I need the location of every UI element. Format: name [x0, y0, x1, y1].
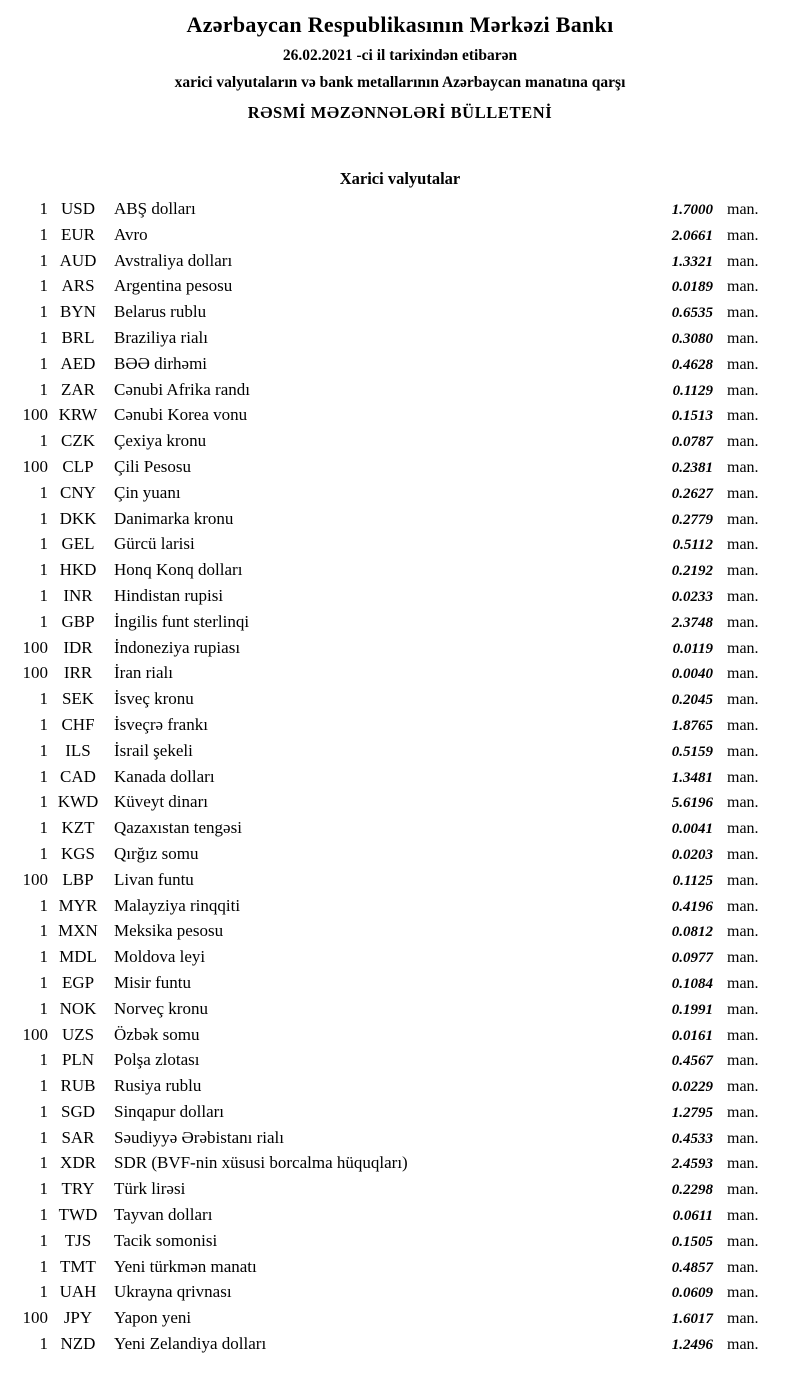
row-currency-code: BRL	[61, 327, 95, 347]
row-currency-code: LBP	[62, 869, 94, 889]
row-quantity: 1	[39, 1127, 48, 1147]
row-quantity: 1	[39, 508, 48, 528]
row-quantity: 1	[39, 972, 48, 992]
row-unit-label: man.	[727, 949, 759, 967]
row-rate: 0.0161	[671, 1027, 713, 1044]
row-currency-name: Çexiya kronu	[114, 431, 207, 451]
row-rate: 2.0661	[671, 227, 713, 244]
row-unit-label: man.	[727, 639, 759, 657]
row-rate: 0.0233	[671, 588, 713, 605]
row-currency-code: CAD	[60, 766, 96, 786]
currency-row	[0, 222, 800, 248]
row-currency-name: Honq Konq dolları	[114, 560, 243, 580]
row-unit-label: man.	[727, 1078, 759, 1096]
row-rate: 0.3080	[671, 330, 713, 347]
currency-row	[0, 480, 800, 506]
row-quantity: 1	[39, 1334, 48, 1354]
row-currency-code: EGP	[61, 972, 95, 992]
row-currency-code: GEL	[61, 534, 95, 554]
row-unit-label: man.	[727, 1284, 759, 1302]
row-currency-code: ARS	[61, 276, 95, 296]
row-currency-name: İndoneziya rupiası	[114, 637, 241, 657]
row-unit-label: man.	[727, 1103, 759, 1121]
currency-row	[0, 402, 800, 428]
row-unit-label: man.	[727, 510, 759, 528]
row-currency-code: KRW	[58, 405, 98, 425]
row-rate: 0.1505	[671, 1233, 713, 1250]
row-rate: 0.0977	[671, 950, 713, 967]
row-rate: 1.2496	[671, 1337, 713, 1354]
row-unit-label: man.	[727, 562, 759, 580]
row-currency-code: TMT	[60, 1256, 96, 1276]
row-currency-name: Çili Pesosu	[114, 456, 191, 476]
currency-row	[0, 1228, 800, 1254]
row-unit-label: man.	[727, 794, 759, 812]
row-quantity: 1	[39, 482, 48, 502]
row-currency-code: MYR	[58, 895, 98, 915]
row-currency-code: CNY	[60, 482, 96, 502]
currency-row	[0, 557, 800, 583]
currency-row	[0, 583, 800, 609]
row-unit-label: man.	[727, 587, 759, 605]
row-currency-name: Özbək somu	[114, 1024, 200, 1044]
currency-row	[0, 918, 800, 944]
currency-row	[0, 789, 800, 815]
row-quantity: 1	[39, 1256, 48, 1276]
bulletin-title: RƏSMİ MƏZƏNNƏLƏRİ BÜLLETENİ	[247, 103, 553, 122]
row-quantity: 1	[39, 560, 48, 580]
row-currency-name: Hindistan rupisi	[114, 585, 224, 605]
row-currency-name: Argentina pesosu	[114, 276, 233, 296]
row-currency-code: JPY	[63, 1308, 93, 1328]
row-quantity: 1	[39, 1205, 48, 1225]
row-currency-code: CZK	[61, 431, 95, 451]
row-quantity: 1	[39, 611, 48, 631]
row-quantity: 100	[22, 1024, 48, 1044]
row-rate: 0.2779	[671, 511, 713, 528]
row-unit-label: man.	[727, 897, 759, 915]
row-currency-code: AED	[60, 353, 96, 373]
row-currency-code: CHF	[61, 714, 95, 734]
row-currency-name: ABŞ dolları	[114, 199, 196, 218]
currency-row	[0, 299, 800, 325]
row-unit-label: man.	[727, 691, 759, 709]
row-rate: 1.7000	[671, 202, 713, 218]
row-currency-name: Gürcü larisi	[114, 534, 195, 554]
currency-row	[0, 273, 800, 299]
row-quantity: 100	[22, 405, 48, 425]
row-unit-label: man.	[727, 1181, 759, 1199]
row-currency-code: MDL	[59, 947, 97, 967]
row-currency-name: Belarus rublu	[114, 302, 207, 322]
row-currency-name: Kanada dolları	[114, 766, 215, 786]
currency-row	[0, 635, 800, 661]
row-quantity: 1	[39, 740, 48, 760]
currency-row	[0, 1073, 800, 1099]
row-currency-code: KZT	[61, 818, 95, 838]
row-unit-label: man.	[727, 381, 759, 399]
row-currency-name: İsrail şekeli	[114, 740, 193, 760]
row-rate: 0.4533	[671, 1130, 713, 1147]
row-currency-code: INR	[63, 585, 93, 605]
currency-row	[0, 764, 800, 790]
currency-row	[0, 1022, 800, 1048]
row-currency-code: AUD	[59, 250, 97, 270]
row-quantity: 1	[39, 714, 48, 734]
row-currency-name: Polşa zlotası	[114, 1050, 200, 1070]
row-unit-label: man.	[727, 1258, 759, 1276]
currency-row	[0, 1254, 800, 1280]
row-currency-code: XDR	[60, 1153, 96, 1173]
row-currency-name: Misir funtu	[114, 972, 191, 992]
row-unit-label: man.	[727, 716, 759, 734]
row-rate: 0.0229	[671, 1079, 713, 1096]
row-rate: 0.0812	[671, 924, 713, 941]
row-currency-code: KGS	[60, 843, 95, 863]
row-unit-label: man.	[727, 742, 759, 760]
row-quantity: 100	[22, 637, 48, 657]
row-rate: 0.4196	[671, 898, 713, 915]
row-currency-code: SGD	[60, 1101, 95, 1121]
row-rate: 0.4567	[671, 1053, 713, 1070]
row-rate: 0.1125	[672, 872, 713, 889]
row-unit-label: man.	[727, 458, 759, 476]
row-unit-label: man.	[727, 665, 759, 683]
row-rate: 0.0203	[671, 846, 713, 863]
row-currency-name: Tayvan dolları	[114, 1205, 213, 1225]
row-quantity: 1	[39, 224, 48, 244]
row-rate: 0.1513	[671, 408, 713, 425]
row-quantity: 1	[39, 895, 48, 915]
currency-row	[0, 712, 800, 738]
currency-row	[0, 531, 800, 557]
row-quantity: 1	[39, 1153, 48, 1173]
row-currency-name: BƏƏ dirhəmi	[114, 353, 208, 373]
row-currency-name: Braziliya rialı	[114, 327, 208, 347]
row-rate: 0.5159	[671, 743, 713, 760]
row-currency-code: DKK	[59, 508, 97, 528]
row-quantity: 1	[39, 585, 48, 605]
row-rate: 1.3321	[671, 253, 713, 270]
row-quantity: 1	[39, 792, 48, 812]
row-rate: 0.5112	[672, 537, 713, 554]
row-currency-name: Yeni türkmən manatı	[114, 1256, 257, 1276]
row-quantity: 1	[39, 276, 48, 296]
row-unit-label: man.	[727, 974, 759, 992]
row-currency-code: EUR	[61, 224, 95, 244]
row-rate: 0.0040	[671, 666, 713, 683]
currency-row	[0, 660, 800, 686]
row-quantity: 1	[39, 1101, 48, 1121]
row-rate: 0.0189	[671, 279, 713, 296]
currency-row	[0, 1279, 800, 1305]
row-unit-label: man.	[727, 1336, 759, 1354]
row-unit-label: man.	[727, 923, 759, 941]
row-currency-code: PLN	[61, 1050, 95, 1070]
currency-row	[0, 1047, 800, 1073]
row-quantity: 1	[39, 689, 48, 709]
currency-row	[0, 351, 800, 377]
row-unit-label: man.	[727, 252, 759, 270]
row-currency-name: Meksika pesosu	[114, 921, 224, 941]
row-currency-name: Rusiya rublu	[114, 1076, 202, 1096]
row-unit-label: man.	[727, 329, 759, 347]
row-currency-code: SEK	[61, 689, 95, 709]
row-unit-label: man.	[727, 407, 759, 425]
row-quantity: 1	[39, 199, 48, 218]
row-quantity: 1	[39, 843, 48, 863]
row-quantity: 1	[39, 534, 48, 554]
row-currency-name: Cənubi Afrika randı	[114, 379, 250, 399]
row-quantity: 1	[39, 1076, 48, 1096]
currency-row	[0, 377, 800, 403]
row-unit-label: man.	[727, 226, 759, 244]
row-unit-label: man.	[727, 1052, 759, 1070]
currency-row	[0, 325, 800, 351]
row-quantity: 100	[22, 456, 48, 476]
row-quantity: 1	[39, 947, 48, 967]
section-title: Xarici valyutalar	[339, 169, 461, 188]
row-rate: 0.0787	[671, 434, 713, 451]
row-quantity: 1	[39, 250, 48, 270]
row-currency-name: İsveç kronu	[114, 689, 194, 709]
row-currency-name: Livan funtu	[114, 869, 194, 889]
row-quantity: 1	[39, 1050, 48, 1070]
row-quantity: 1	[39, 379, 48, 399]
row-unit-label: man.	[727, 820, 759, 838]
row-unit-label: man.	[727, 201, 759, 218]
currency-row	[0, 196, 800, 222]
row-rate: 0.6535	[671, 305, 713, 322]
row-currency-code: TJS	[64, 1230, 92, 1250]
row-rate: 0.0609	[671, 1285, 713, 1302]
row-currency-name: Çin yuanı	[114, 482, 181, 502]
currency-row	[0, 248, 800, 274]
currency-row	[0, 1305, 800, 1331]
row-quantity: 1	[39, 1230, 48, 1250]
row-unit-label: man.	[727, 1310, 759, 1328]
row-currency-name: İngilis funt sterlinqi	[114, 611, 250, 631]
row-currency-code: IRR	[63, 663, 93, 683]
row-currency-code: MXN	[58, 921, 98, 941]
row-unit-label: man.	[727, 1026, 759, 1044]
row-currency-name: Ukrayna qrivnası	[114, 1282, 232, 1302]
row-rate: 0.2298	[671, 1182, 713, 1199]
row-rate: 0.1129	[672, 382, 713, 399]
currency-row	[0, 738, 800, 764]
row-unit-label: man.	[727, 304, 759, 322]
row-currency-name: SDR (BVF-nin xüsusi borcalma hüquqları)	[114, 1153, 408, 1173]
currency-row	[0, 841, 800, 867]
row-unit-label: man.	[727, 278, 759, 296]
currency-row	[0, 428, 800, 454]
row-rate: 0.0041	[671, 821, 713, 838]
row-rate: 0.4628	[671, 356, 713, 373]
row-quantity: 1	[39, 818, 48, 838]
row-rate: 1.2795	[671, 1104, 713, 1121]
bulletin-header	[0, 12, 800, 123]
row-quantity: 1	[39, 327, 48, 347]
bank-title: Azərbaycan Respublikasının Mərkəzi Bankı	[186, 12, 614, 37]
currency-table	[0, 196, 800, 1357]
row-currency-name: Moldova leyi	[114, 947, 206, 967]
row-quantity: 1	[39, 302, 48, 322]
row-quantity: 1	[39, 998, 48, 1018]
description-line: xarici valyutaların və bank metallarının Azərbaycan manatına qarşı	[174, 74, 626, 91]
currency-row	[0, 609, 800, 635]
row-unit-label: man.	[727, 1232, 759, 1250]
row-currency-name: Avstraliya dolları	[114, 250, 233, 270]
currency-row	[0, 454, 800, 480]
row-currency-name: İsveçrə frankı	[114, 714, 208, 734]
row-currency-name: Yapon yeni	[114, 1308, 192, 1328]
row-rate: 0.4857	[671, 1259, 713, 1276]
currency-row	[0, 1331, 800, 1357]
row-rate: 5.6196	[671, 795, 713, 812]
row-quantity: 1	[39, 766, 48, 786]
row-currency-code: ILS	[65, 740, 91, 760]
row-currency-name: Avro	[114, 224, 148, 244]
row-currency-code: TRY	[61, 1179, 95, 1199]
row-currency-name: Sinqapur dolları	[114, 1101, 225, 1121]
row-quantity: 100	[22, 1308, 48, 1328]
currency-row	[0, 867, 800, 893]
currency-row	[0, 1202, 800, 1228]
row-currency-code: ZAR	[61, 379, 95, 399]
row-currency-code: NOK	[59, 998, 97, 1018]
row-currency-code: BYN	[60, 302, 96, 322]
row-currency-code: CLP	[62, 456, 94, 476]
row-currency-code: SAR	[61, 1127, 95, 1147]
currency-row	[0, 506, 800, 532]
row-currency-name: Qırğız somu	[114, 843, 199, 863]
row-currency-name: Yeni Zelandiya dolları	[114, 1334, 267, 1354]
row-quantity: 100	[22, 869, 48, 889]
row-currency-code: TWD	[58, 1205, 98, 1225]
row-currency-name: Cənubi Korea vonu	[114, 405, 248, 425]
row-currency-code: NZD	[60, 1334, 96, 1354]
row-currency-name: Küveyt dinarı	[114, 792, 208, 812]
row-currency-code: IDR	[63, 637, 93, 657]
currency-row	[0, 1176, 800, 1202]
row-unit-label: man.	[727, 1129, 759, 1147]
row-currency-code: KWD	[57, 792, 99, 812]
row-rate: 0.2627	[671, 485, 713, 502]
currency-row	[0, 893, 800, 919]
row-currency-code: RUB	[60, 1076, 96, 1096]
row-rate: 0.2192	[671, 563, 713, 580]
row-unit-label: man.	[727, 768, 759, 786]
row-currency-name: Tacik somonisi	[114, 1230, 218, 1250]
row-unit-label: man.	[727, 1000, 759, 1018]
row-rate: 1.3481	[671, 769, 713, 786]
row-currency-name: Səudiyyə Ərəbistanı rialı	[114, 1127, 284, 1147]
row-currency-name: Qazaxıstan tengəsi	[114, 818, 242, 838]
row-currency-code: GBP	[61, 611, 95, 631]
row-unit-label: man.	[727, 1155, 759, 1173]
row-quantity: 1	[39, 921, 48, 941]
row-quantity: 1	[39, 431, 48, 451]
row-currency-name: Danimarka kronu	[114, 508, 234, 528]
row-unit-label: man.	[727, 613, 759, 631]
row-rate: 0.1084	[671, 975, 713, 992]
currency-row	[0, 686, 800, 712]
row-unit-label: man.	[727, 433, 759, 451]
effective-date-line: 26.02.2021 -ci il tarixindən etibarən	[282, 47, 518, 64]
row-currency-code: UZS	[61, 1024, 95, 1044]
row-unit-label: man.	[727, 845, 759, 863]
row-currency-name: İran rialı	[114, 663, 173, 683]
row-rate: 0.1991	[671, 1001, 713, 1018]
row-rate: 1.8765	[671, 717, 713, 734]
currency-row	[0, 970, 800, 996]
row-rate: 0.0119	[672, 640, 713, 657]
row-unit-label: man.	[727, 484, 759, 502]
row-quantity: 1	[39, 1282, 48, 1302]
row-rate: 2.4593	[671, 1156, 713, 1173]
row-rate: 2.3748	[671, 614, 713, 631]
row-rate: 0.2045	[671, 692, 713, 709]
row-unit-label: man.	[727, 536, 759, 554]
row-rate: 0.2381	[671, 459, 713, 476]
row-currency-code: UAH	[59, 1282, 97, 1302]
row-unit-label: man.	[727, 871, 759, 889]
row-rate: 1.6017	[671, 1311, 713, 1328]
currency-row	[0, 944, 800, 970]
row-currency-name: Türk lirəsi	[114, 1179, 186, 1199]
row-quantity: 1	[39, 353, 48, 373]
row-rate: 0.0611	[672, 1208, 713, 1225]
currency-row	[0, 815, 800, 841]
row-quantity: 1	[39, 1179, 48, 1199]
row-unit-label: man.	[727, 1207, 759, 1225]
currency-row	[0, 1099, 800, 1125]
row-currency-code: USD	[60, 199, 95, 218]
currency-row	[0, 1150, 800, 1176]
row-unit-label: man.	[727, 355, 759, 373]
row-currency-name: Norveç kronu	[114, 998, 208, 1018]
row-currency-name: Malayziya rinqqiti	[114, 895, 241, 915]
row-currency-code: HKD	[59, 560, 97, 580]
row-quantity: 100	[22, 663, 48, 683]
currency-row	[0, 996, 800, 1022]
currency-row	[0, 1125, 800, 1151]
